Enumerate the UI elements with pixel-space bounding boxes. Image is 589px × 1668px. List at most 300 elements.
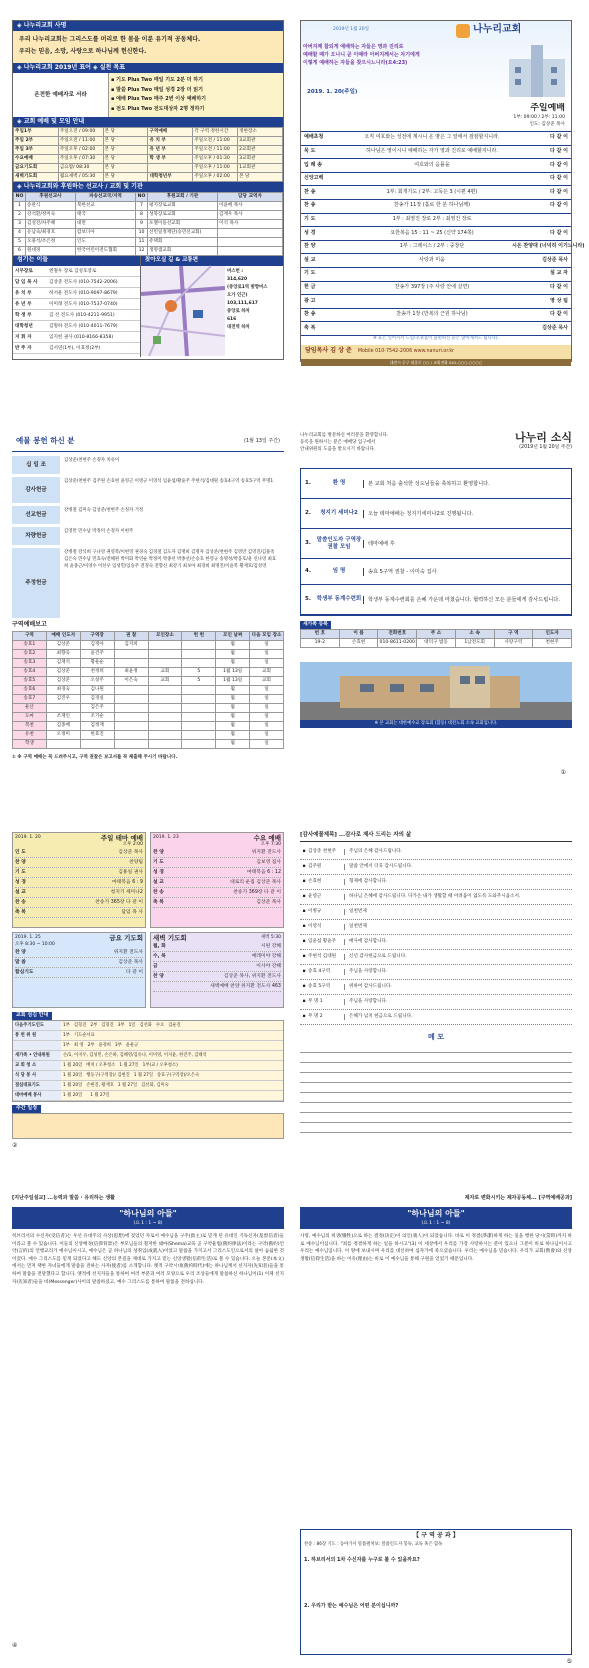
mission-cell: 원대경: [26, 247, 76, 256]
district-note: ① ※ 구역 예배는 꼭 드려주시고, 구역 권찰은 보고서를 꼭 제출해 주시기 바랍니다.: [12, 755, 178, 760]
weekly-box: [12, 1113, 284, 1139]
bus-line: 616: [227, 317, 237, 322]
order-item: 입 례 송: [304, 161, 322, 168]
district-cell: 일: [250, 713, 284, 722]
district-table: [12, 631, 284, 749]
schedule-cell: 주일오전 / 11:00: [193, 146, 238, 155]
order-item: 성 경: [304, 229, 316, 236]
staff-row: [13, 288, 140, 299]
thanks-name: 무 명 2: [308, 1014, 323, 1020]
new-family-cell: 대덕구 법동: [417, 638, 456, 647]
worship-row-value: 위지환 전도사: [113, 949, 143, 955]
schedule-cell: 본 당: [103, 137, 148, 146]
new-family-head-cell: 전화번호: [378, 629, 417, 638]
worship-row-value: 김보영 집사: [256, 859, 281, 865]
mission-cell: 1: [14, 202, 26, 211]
schedule-table: [13, 127, 283, 182]
page-study: [300, 1195, 572, 1665]
offering-names: 강병철 김미숙 김상준/천현주 손정자 거정: [64, 508, 144, 513]
district-cell: 천정희: [80, 668, 114, 677]
district-cell: 김상준: [46, 668, 80, 677]
new-family-cell: 19-2: [301, 638, 340, 647]
worship-row-label: 찬 양: [153, 849, 164, 855]
worship-row-label: 기 도: [15, 869, 26, 875]
worship-row-value: 김상준 목사: [118, 959, 143, 965]
page-number: ⑤: [566, 1658, 572, 1665]
order-row: [301, 186, 571, 200]
district-cell: 도마: [13, 713, 47, 722]
district-cell: [148, 695, 182, 704]
study-question-1: 1. 하브리서의 1차 수신자를 누구로 볼 수 있을까요?: [304, 1556, 420, 1563]
district-cell: 교회: [148, 668, 182, 677]
worship-row: [15, 858, 143, 868]
order-leader: 설 교 자: [550, 270, 568, 277]
duty-cell: 김형진: [73, 1022, 87, 1028]
news-num: 2.: [305, 510, 311, 517]
mission-row: [14, 247, 283, 256]
mission-cell: 선민일정재단(승민선교회): [148, 229, 218, 238]
page-number: ②: [12, 1141, 18, 1149]
news-num: 4.: [305, 568, 311, 575]
worship-row: [15, 908, 143, 918]
schedule-row: [14, 155, 283, 164]
offering-list: [12, 456, 284, 618]
offering-names: 김상준/천현주 김주원 손효현 윤영근 이병규 이영석 임윤섭/황윤주 주현석/김대원 송효4구역 송효5구역 무명1: [64, 479, 274, 484]
footer-pastor: 담임목사 김 상 준: [305, 347, 352, 355]
news-text: 테마예배 후: [363, 540, 571, 548]
thanks-bullet: ▪: [302, 999, 306, 1005]
news-num: 1.: [305, 480, 311, 487]
district-head-cell: 권 찰: [114, 632, 148, 641]
sermon-tag: [지난주일설교] ...능력과 말씀 · 유리하는 생활: [12, 1195, 115, 1201]
mission-cell: 2: [14, 211, 26, 220]
duty-cell: 최 영: [73, 1042, 84, 1048]
mission-cell: 쥬택회: [148, 238, 218, 247]
district-cell: [148, 641, 182, 650]
worship-row-value: 담임 목 사: [121, 909, 143, 915]
page-cover: [300, 20, 585, 365]
district-cell: 일: [250, 659, 284, 668]
schedule-cell: 주일오전 / 11:00: [193, 137, 238, 146]
district-cell: [148, 650, 182, 659]
news-label: 청지기 세미나2: [320, 510, 358, 517]
vision-line-2: 우리는 믿음, 소망, 사랑으로 하나님께 헌신한다.: [19, 48, 147, 55]
district-row: [13, 659, 284, 668]
thanks-name: 이병규: [308, 909, 322, 915]
district-cell: 김정아: [80, 641, 114, 650]
mission-cell: 강석환/정미숙: [26, 211, 76, 220]
cover-date: 2019. 1. 20(주일): [307, 89, 358, 95]
offering-row: [12, 506, 284, 524]
bus-line: 대전역 하차: [227, 325, 250, 330]
order-item: 묵 도: [304, 148, 316, 155]
duty-cell: [112, 1091, 116, 1100]
prayer-grid: [12, 932, 284, 1008]
order-leader: 시온 찬양대 (너넉히 이기느니라): [512, 243, 585, 250]
new-family-cell: 1남전도회: [455, 638, 494, 647]
district-cell: 5: [182, 668, 216, 677]
thanks-text: 형제에 감사합니다.: [344, 879, 572, 884]
duty-cell: 손/1, 이지우, 김성민, 손은하, 김혜영/김유나, 이미영, 이지윤, 한진주, 김태석: [63, 1052, 207, 1058]
thanks-bullet: ▪: [302, 879, 306, 885]
schedule-cell: 수요예배: [14, 155, 59, 164]
district-row: [13, 695, 284, 704]
thanks-name: 손효현: [308, 879, 322, 885]
schedule-cell: 주일오전 / 09:00: [58, 128, 103, 137]
duty-cell: 수요: [155, 1022, 165, 1028]
staff-role: 유 치 부: [15, 291, 32, 296]
district-cell: 일: [250, 641, 284, 650]
memo-line: [300, 1123, 572, 1133]
district-cell: 김종배: [46, 722, 80, 731]
district-cell: 김상준: [46, 677, 80, 686]
mission-cell: 9: [136, 220, 148, 229]
duty-row: [13, 1031, 283, 1041]
mission-cell: 북한선교: [76, 202, 136, 211]
wed-title: 수요 예배: [253, 834, 281, 842]
mission-cell: 김성진/차주혜: [26, 220, 76, 229]
district-cell: 일: [250, 704, 284, 713]
district-cell: [182, 695, 216, 704]
schedule-cell: 1교회관: [238, 164, 283, 173]
worship-row-value: 새벽예배 찬양 위지환 전도사 463: [210, 984, 281, 990]
memo-line: [300, 1063, 572, 1073]
district-head-cell: 모인 날짜: [216, 632, 250, 641]
schedule-cell: 주일오전 / 11:00: [58, 137, 103, 146]
goal-list: [108, 73, 283, 117]
district-cell: 1월 13일: [216, 677, 250, 686]
bus-line: 오가 인근): [227, 293, 248, 298]
order-content: 찬송가 11장 (홀로 한 분 하나님께): [393, 202, 471, 209]
worship-row-label: 설 교: [153, 879, 164, 885]
new-family-head-cell: 인도자: [533, 629, 572, 638]
district-cell: [114, 695, 148, 704]
news-label: 말씀인도자 구역장 권찰 모임: [316, 537, 362, 550]
offering-type: 선교헌금: [12, 506, 60, 524]
order-row: [301, 159, 571, 173]
offering-names: 강병철 강석희 구나영 권영복/이현영 권경숙 김경철 김도자 김명희 김명자 김상준/천현주 김영만 김영진/김용옥 김은숙 민수남 민효숙/전해원 박미화 박연순 박정미 박종선 박종선/손승호 한영규 송명성/박웅호/윤 신나영 최효희 윤종근/이영수 이선우 임성민/임승주 전정숙 전향신 최강기 최보아 최경희 최명진/이윤복 황재호/김성영: [64, 550, 277, 569]
new-family-head-cell: 주 소: [417, 629, 456, 638]
news-title: 나누리 소식: [515, 431, 572, 444]
order-item: 찬 송: [304, 311, 316, 318]
order-row: [301, 268, 571, 282]
mission-cell: [218, 247, 283, 256]
news-week: (2019년 1월 20일 주간): [519, 444, 572, 450]
thanks-row: [300, 935, 572, 950]
schedule-cell: 주일오후 / 02:00: [58, 146, 103, 155]
map-box: [141, 256, 283, 357]
bus-info: [225, 266, 283, 356]
schedule-cell: 구역예배: [148, 128, 193, 137]
district-cell: [114, 731, 148, 740]
news-header: [300, 432, 572, 462]
staff-name: 이미래 전도사 (010-7537-0740): [49, 302, 118, 307]
district-cell: [148, 731, 182, 740]
district-head-cell: 모인장소: [148, 632, 182, 641]
duty-cell: 행동구(구역장)/ 김현진: [86, 1072, 130, 1078]
district-row: [13, 650, 284, 659]
order-leader: 다 같 이: [550, 175, 568, 182]
mission-head-cell: NO: [14, 193, 26, 202]
theme-date: 2019. 1. 20: [15, 835, 41, 840]
mission-header: ◈ 나누리교회와 후원하는 선교사 / 교회 및 기관: [13, 182, 283, 192]
duty-cell: 3부: [117, 1022, 125, 1028]
district-row: [13, 686, 284, 695]
duty-cell: 1 월 20일: [63, 1062, 83, 1068]
district-cell: 월: [216, 659, 250, 668]
new-family-head-cell: 번 호: [301, 629, 340, 638]
wednesday-worship-box: [150, 832, 284, 928]
district-cell: [114, 686, 148, 695]
thanks-text: 위하여 감사드립니다.: [344, 984, 572, 989]
photo-caption: ※ 본 교회는 대한예수교 장로회 (합동) 대전노회 소속 교회입니다.: [300, 720, 572, 728]
schedule-cell: 주일 3부: [14, 146, 59, 155]
thanks-bullet: ▪: [302, 864, 306, 870]
worship-row: [15, 848, 143, 858]
offering-names: 김상준/천현주 손정자 치유이: [64, 458, 120, 463]
order-content: 여호와의 음률을: [414, 161, 450, 168]
district-cell: 김재석: [46, 659, 80, 668]
memo-line: [300, 1053, 572, 1063]
district-head-cell: 헌 헌: [182, 632, 216, 641]
district-head-cell: 예배 인도자: [46, 632, 80, 641]
worship-row: [15, 898, 143, 908]
staff-role: 학 생 부: [15, 313, 32, 318]
schedule-cell: 금요밤/ 08:30: [58, 164, 103, 173]
thanks-row: [300, 890, 572, 905]
thanks-text: 주님을 사랑합니다.: [344, 999, 572, 1004]
district-row: [13, 713, 284, 722]
news-text: 학생부 동계수련회를 은혜 가운데 마쳤습니다. 협력하신 모든 분들에게 감사드립니다.: [363, 596, 571, 604]
mission-cell: 오용석/조은정: [26, 238, 76, 247]
district-cell: 최윤정: [114, 668, 148, 677]
dawn-prayer-box: [150, 932, 284, 1008]
order-item: 찬 송: [304, 188, 316, 195]
thanks-row: [300, 845, 572, 860]
service-title: 주일예배: [530, 103, 565, 113]
duty-cell: 1 월 27일: [133, 1072, 154, 1078]
schedule-cell: 주일오후 / 11:00: [193, 164, 238, 173]
study-title: "하나님의 아들": [407, 1209, 465, 1218]
worship-row-label: 찬 양: [15, 949, 26, 955]
staff-row: [13, 299, 140, 310]
duty-cell: 3부: [114, 1042, 122, 1048]
offering-header: [12, 432, 284, 452]
schedule-cell: 본 당: [103, 155, 148, 164]
staff-row: [13, 277, 140, 288]
mission-cell: 7: [136, 202, 148, 211]
order-leader: 다 같 이: [550, 311, 568, 318]
cover-banner: [301, 21, 571, 103]
thanks-row: [300, 950, 572, 965]
offering-type: 십 일 조: [12, 456, 60, 474]
mission-cell: 태국: [76, 211, 136, 220]
staff-name: 김서연(1부), 이효정(2부): [49, 346, 101, 351]
worship-row-label: 찬 양: [153, 974, 164, 980]
staff-row: [13, 332, 140, 343]
district-cell: 월: [216, 704, 250, 713]
worship-row-label: 찬 송: [15, 899, 26, 905]
staff-row: [13, 321, 140, 332]
district-cell: 이은숙: [114, 677, 148, 686]
fri-date: 2019. 1. 25: [15, 935, 41, 940]
church-photo: [300, 662, 572, 720]
thanks-name: 임윤섭 황윤주: [308, 939, 337, 945]
order-row: [301, 132, 571, 146]
staff-name: 김 선 전도사 (010-4211-9951): [49, 313, 115, 318]
thanks-list: [300, 845, 572, 1025]
worship-row: [15, 958, 143, 968]
district-cell: 한효진: [80, 731, 114, 740]
duty-cell: 1부: [63, 1032, 70, 1038]
duty-cell: 윤운규: [125, 1042, 139, 1048]
district-cell: [148, 686, 182, 695]
offering-row: [12, 477, 284, 503]
district-cell: [148, 659, 182, 668]
mission-cell: 성북장로교회: [148, 211, 218, 220]
page-offerings: [12, 432, 284, 784]
offering-type: 차량헌금: [12, 527, 60, 545]
district-cell: [114, 704, 148, 713]
worship-row-label: 성 경: [15, 879, 26, 885]
schedule-cell: 주일 2부: [14, 137, 59, 146]
thanks-bullet: ▪: [302, 909, 306, 915]
thanks-name: 송효 4구역: [308, 969, 331, 975]
offering-row: [12, 527, 284, 545]
goal-item: ▪ 기도 Plus Two 매일 기도 2분 더 하기: [111, 77, 203, 83]
news-label: 환 영: [332, 480, 346, 487]
thanks-bullet: ▪: [302, 924, 306, 930]
worship-row-label: 인 도: [15, 849, 26, 855]
worship-row-label: 수, 목: [153, 954, 166, 960]
district-cell: 월: [216, 731, 250, 740]
news-num: 5.: [305, 596, 311, 603]
district-cell: 김상준: [46, 641, 80, 650]
schedule-cell: 2교회관: [238, 146, 283, 155]
staff-row: [13, 343, 140, 354]
duty-cell: 다음주기도인도: [13, 1021, 61, 1030]
district-title: 구역예배보고: [12, 621, 47, 628]
schedule-cell: 새벽기도회: [14, 173, 59, 182]
wed-date: 2019. 1. 23: [153, 835, 179, 840]
worship-row: [153, 982, 281, 992]
page-info: [12, 20, 284, 360]
district-cell: [114, 713, 148, 722]
church-name: 나누리교회: [473, 24, 522, 35]
order-list: [301, 131, 585, 336]
duty-cell: 2부: [87, 1042, 95, 1048]
service-leader: 인도: 김상준 목사: [529, 122, 565, 127]
vision-header: ◈ 나누리교회 사명: [13, 21, 283, 31]
page-number: ①: [560, 769, 566, 776]
order-row: [301, 227, 571, 241]
order-row: [301, 322, 571, 336]
district-row: [13, 677, 284, 686]
cover-note: ※ 표는 일어서서 드립니다(몸이 불편하신 분은 앉아계셔도 됩니다).: [373, 335, 499, 341]
district-cell: 월: [216, 641, 250, 650]
district-cell: 월: [216, 713, 250, 722]
schedule-cell: 본 당: [103, 146, 148, 155]
worship-row-value: 대로리 운집 김상준 목사: [230, 879, 281, 885]
page-news: [300, 432, 572, 784]
staff-row: [13, 310, 140, 321]
mission-head-cell: 담당 교역자: [218, 193, 283, 202]
worship-grid: [12, 832, 284, 928]
mission-cell: 평지장로교회: [148, 202, 218, 211]
order-row: [301, 200, 571, 214]
district-cell: 일: [250, 740, 284, 749]
duty-row: [13, 1071, 283, 1081]
memo-line: [300, 1113, 572, 1123]
thanks-name: 김상준 천현주: [308, 849, 337, 855]
thanks-bullet: ▪: [302, 954, 306, 960]
memo-lines: [300, 1043, 572, 1133]
worship-row: [153, 858, 281, 868]
district-cell: 김은주: [80, 704, 114, 713]
duty-cell: 1 월 27일: [90, 1092, 110, 1098]
district-row: [13, 722, 284, 731]
verse-line: 이렇게 예배하는 자들을 찾으시느니라(요4:23): [303, 60, 408, 66]
worship-row: [153, 952, 281, 962]
district-head-cell: 다음 모임 장소: [250, 632, 284, 641]
worship-row-label: 찬 양: [15, 859, 26, 865]
order-leader: 영 상 팀: [550, 297, 568, 304]
mission-cell: 4: [14, 229, 26, 238]
district-cell: 오정미: [46, 731, 80, 740]
staff-row: [13, 266, 140, 277]
thanks-name: 김주원: [308, 864, 322, 870]
duty-cell: 1부(교 / 오후청소): [142, 1062, 178, 1068]
offering-row: [12, 456, 284, 474]
thanks-row: [300, 980, 572, 995]
map-header: 찾아오실 길 & 교통편: [141, 256, 283, 266]
verse-line: 아버지께 참되게 예배하는 자들은 영과 진리로: [303, 44, 404, 50]
bus-line: 중앙로 하차: [227, 309, 250, 314]
mission-cell: [218, 229, 283, 238]
thanks-text: 신년 감사헌금으로 드립니다.: [344, 954, 572, 959]
mission-cell: 대만: [76, 220, 136, 229]
mission-cell: 유남숙/최경호: [26, 229, 76, 238]
order-leader: 김상준 목사: [542, 324, 568, 331]
new-family-cell: 사랑구역: [494, 638, 533, 647]
district-cell: 복천: [13, 722, 47, 731]
schedule-cell: 유 치 부: [148, 137, 193, 146]
worship-row-value: 다 같 이: [126, 969, 143, 975]
goal-item: ▪ 말씀 Plus Two 매일 성경 2장 더 읽기: [111, 86, 203, 93]
schedule-cell: 본 당: [103, 164, 148, 173]
district-cell: 5: [182, 677, 216, 686]
district-cell: 교회: [250, 668, 284, 677]
mission-row: [14, 238, 283, 247]
worship-row: [153, 888, 281, 898]
bus-line: 314,620: [227, 277, 247, 282]
district-cell: 월: [216, 695, 250, 704]
worship-row-label: 기 도: [153, 859, 164, 865]
district-cell: [148, 722, 182, 731]
schedule-cell: 주일오후 / 01:30: [193, 155, 238, 164]
weekly-title: 주간 일정: [12, 1105, 41, 1113]
welcome-line: 안내위원의 도움을 받으시기 바랍니다.: [300, 447, 376, 452]
order-item: 광 고: [304, 297, 316, 304]
staff-role: 시무장로: [15, 269, 33, 274]
thanks-text: 일천번제: [344, 909, 572, 914]
duty-cell: 2부: [90, 1022, 98, 1028]
order-row: [301, 309, 571, 323]
duty-title: 교회 섬김 안내: [12, 1012, 52, 1020]
duty-cell: 김순진: [168, 1022, 181, 1028]
thanks-row: [300, 965, 572, 980]
offering-names: 김영만 민수남 박정미 손정자 이현주: [64, 529, 134, 534]
